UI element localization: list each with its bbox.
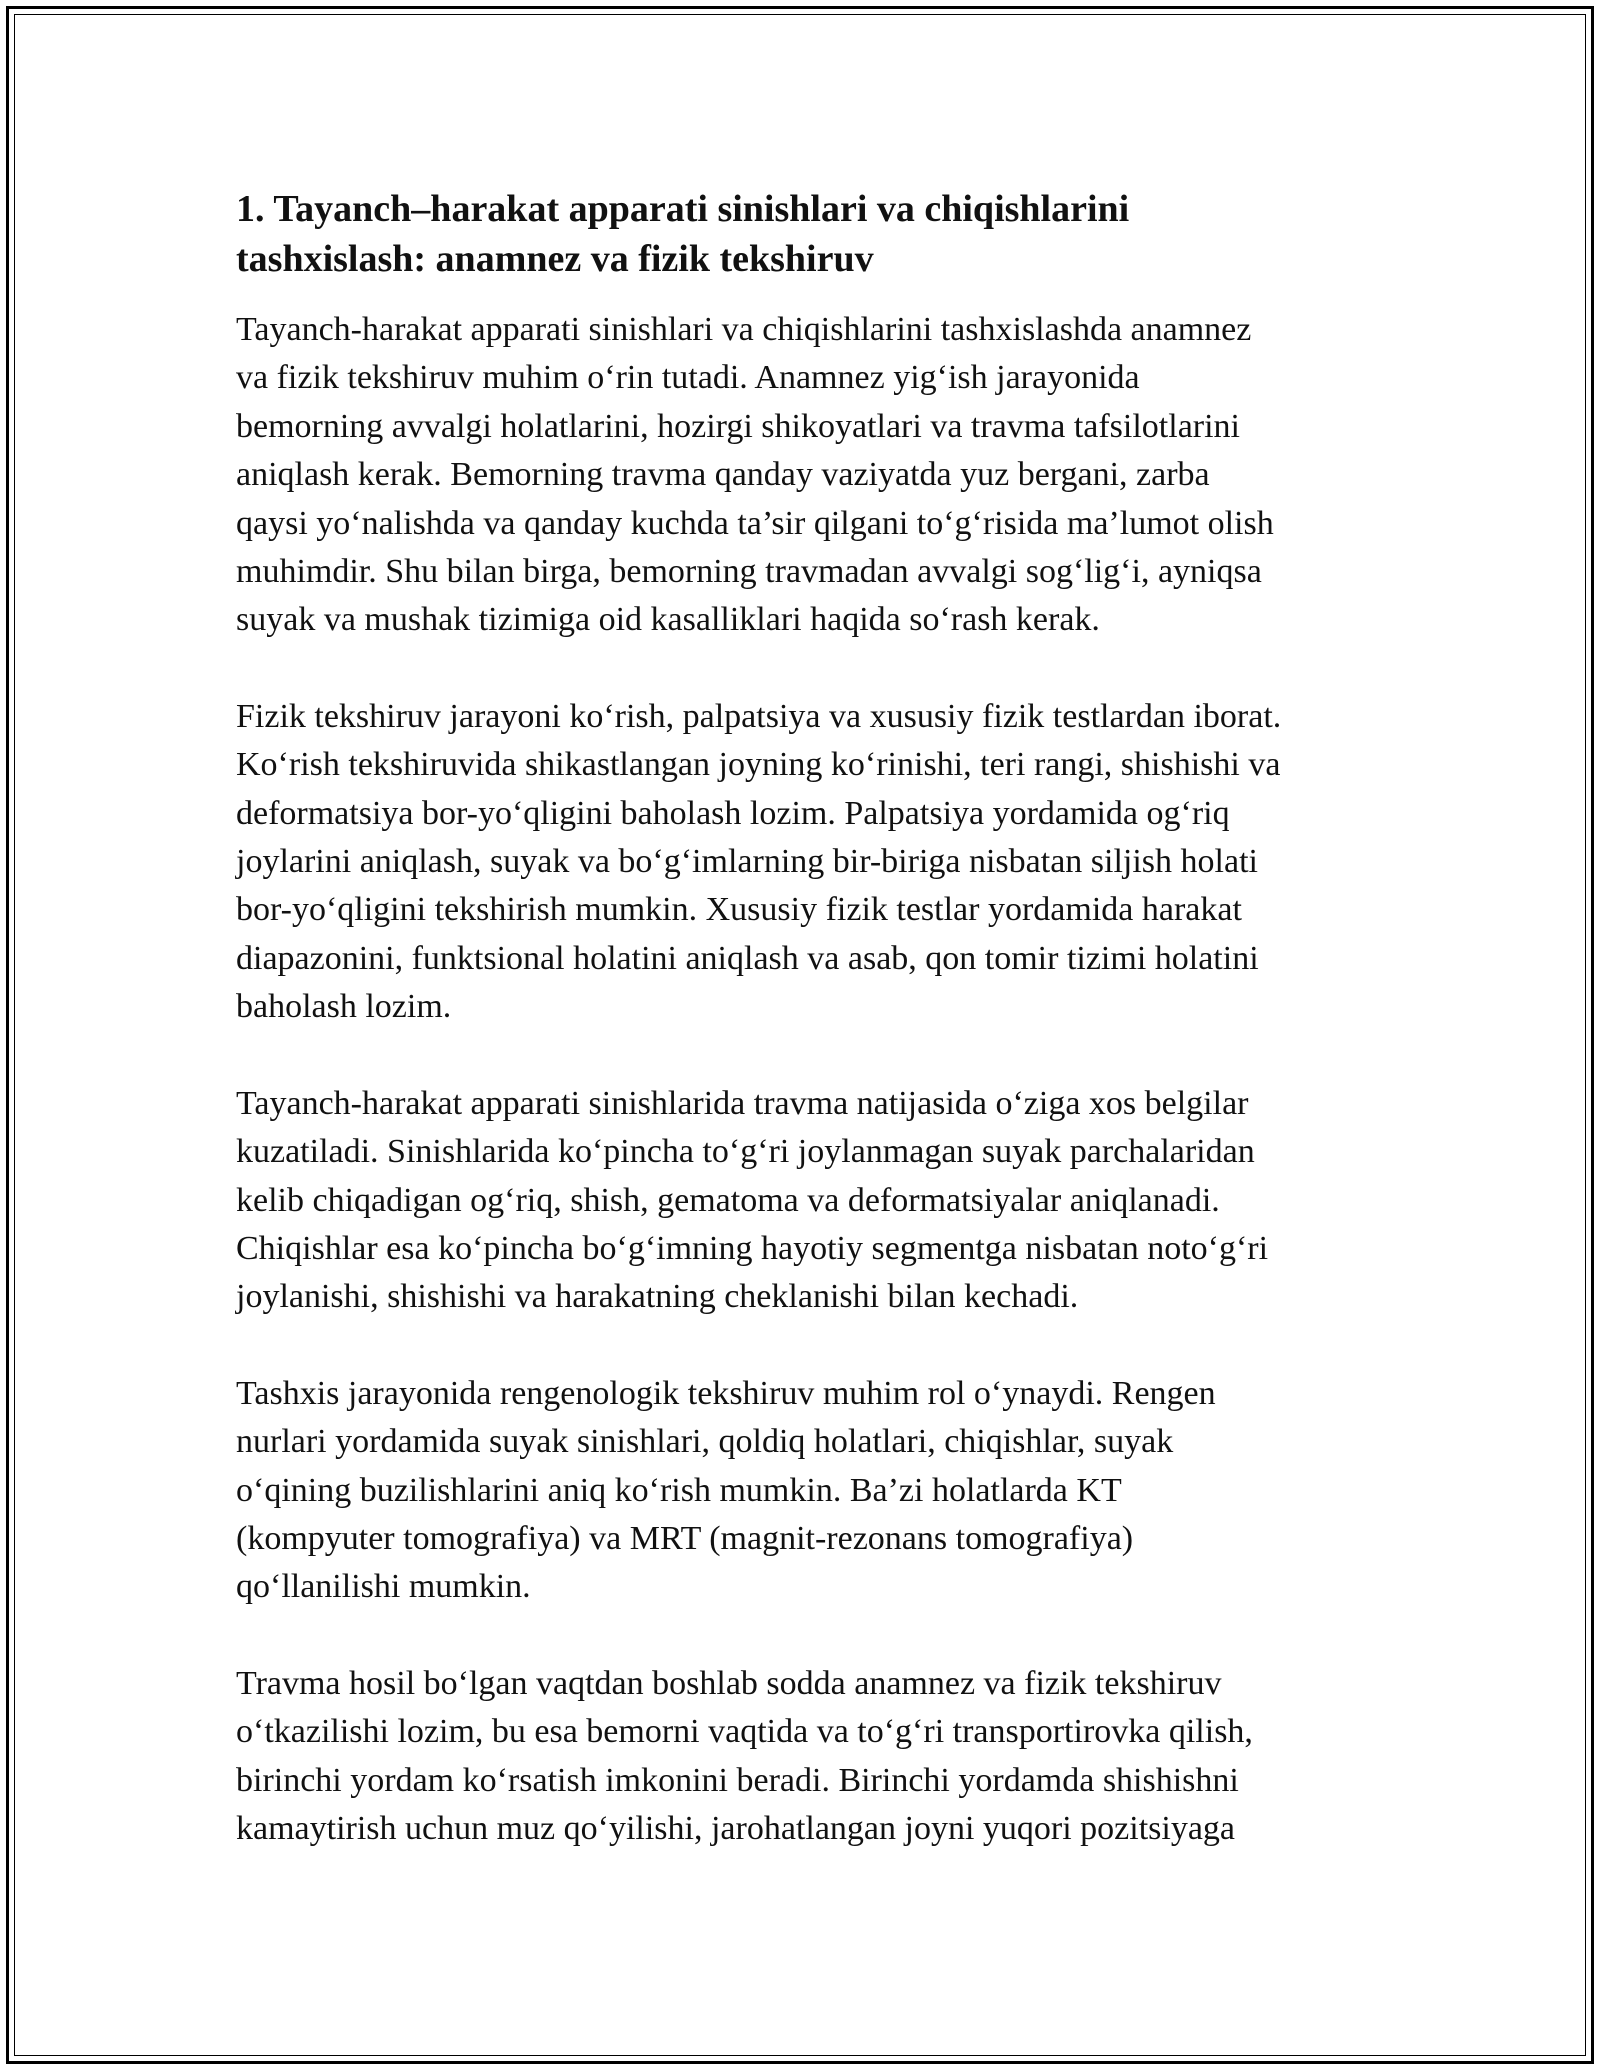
text-line: aniqlash kerak. Bemorning travma qanday vaziyatda yuz bergani, zarba bbox=[236, 456, 1210, 494]
paragraph bbox=[236, 1370, 1366, 1612]
text-line: Ko‘rish tekshiruvida shikastlangan joyning ko‘rinishi, teri rangi, shishishi va bbox=[236, 746, 1281, 784]
text-line: o‘qining buzilishlarini aniq ko‘rish mumkin. Ba’zi holatlarda KT bbox=[236, 1471, 1122, 1509]
text-line: diapazonini, funktsional holatini aniqlash va asab, qon tomir tizimi holatini bbox=[236, 939, 1259, 977]
text-line: joylarini aniqlash, suyak va bo‘g‘imlarning bir-biriga nisbatan siljish holati bbox=[236, 843, 1258, 881]
text-line: joylanishi, shishishi va harakatning cheklanishi bilan kechadi. bbox=[236, 1278, 1079, 1316]
text-line: Chiqishlar esa ko‘pincha bo‘g‘imning hayotiy segmentga nisbatan noto‘g‘ri bbox=[236, 1229, 1269, 1267]
text-line: (kompyuter tomografiya) va MRT (magnit-rezonans tomografiya) bbox=[236, 1519, 1134, 1557]
text-line: Travma hosil bo‘lgan vaqtdan boshlab sodda anamnez va fizik tekshiruv bbox=[236, 1664, 1222, 1702]
text-line: bor-yo‘qligini tekshirish mumkin. Xususiy fizik testlar yordamida harakat bbox=[236, 891, 1242, 929]
text-line: Tayanch-harakat apparati sinishlari va chiqishlarini tashxislashda anamnez bbox=[236, 311, 1252, 348]
heading-line: 1. Tayanch–harakat apparati sinishlari va chiqishlarini bbox=[236, 188, 1130, 230]
text-line: birinchi yordam ko‘rsatish imkonini beradi. Birinchi yordamda shishishni bbox=[236, 1761, 1239, 1799]
document-body bbox=[236, 184, 1366, 1901]
paragraph bbox=[236, 1660, 1366, 1854]
text-line: qaysi yo‘nalishda va qanday kuchda ta’sir qilgani to‘g‘risida ma’lumot olish bbox=[236, 504, 1274, 542]
text-line: kuzatiladi. Sinishlarida ko‘pincha to‘g‘ri joylanmagan suyak parchalaridan bbox=[236, 1133, 1255, 1171]
text-line: suyak va mushak tizimiga oid kasalliklari haqida so‘rash kerak. bbox=[236, 601, 1100, 639]
paragraph bbox=[236, 693, 1366, 1032]
text-line: muhimdir. Shu bilan birga, bemorning travmadan avvalgi sog‘lig‘i, ayniqsa bbox=[236, 553, 1262, 591]
text-line: Tayanch-harakat apparati sinishlarida travma natijasida o‘ziga xos belgilar bbox=[236, 1084, 1249, 1122]
heading-line: tashxislash: anamnez va fizik tekshiruv bbox=[236, 238, 874, 280]
section-heading bbox=[236, 184, 1366, 284]
text-line: kamaytirish uchun muz qo‘yilishi, jarohatlangan joyni yuqori pozitsiyaga bbox=[236, 1809, 1236, 1847]
text-line: kelib chiqadigan og‘riq, shish, gematoma va deformatsiyalar aniqlanadi. bbox=[236, 1181, 1220, 1219]
text-line: deformatsiya bor-yo‘qligini baholash lozim. Palpatsiya yordamida og‘riq bbox=[236, 794, 1230, 832]
paragraph bbox=[236, 306, 1366, 645]
text-line: o‘tkazilishi lozim, bu esa bemorni vaqtida va to‘g‘ri transportirovka qilish, bbox=[236, 1713, 1253, 1751]
text-line: baholash lozim. bbox=[236, 988, 452, 1026]
text-line: Tashxis jarayonida rengenologik tekshiruv muhim rol o‘ynaydi. Rengen bbox=[236, 1374, 1216, 1412]
paragraph bbox=[236, 1080, 1366, 1322]
text-line: va fizik tekshiruv muhim o‘rin tutadi. Anamnez yig‘ish jarayonida bbox=[236, 359, 1140, 397]
text-line: nurlari yordamida suyak sinishlari, qoldiq holatlari, chiqishlar, suyak bbox=[236, 1423, 1174, 1461]
text-line: qo‘llanilishi mumkin. bbox=[236, 1568, 531, 1606]
text-line: Fizik tekshiruv jarayoni ko‘rish, palpatsiya va xususiy fizik testlardan iborat. bbox=[236, 697, 1282, 735]
text-line: bemorning avvalgi holatlarini, hozirgi shikoyatlari va travma tafsilotlarini bbox=[236, 407, 1240, 445]
